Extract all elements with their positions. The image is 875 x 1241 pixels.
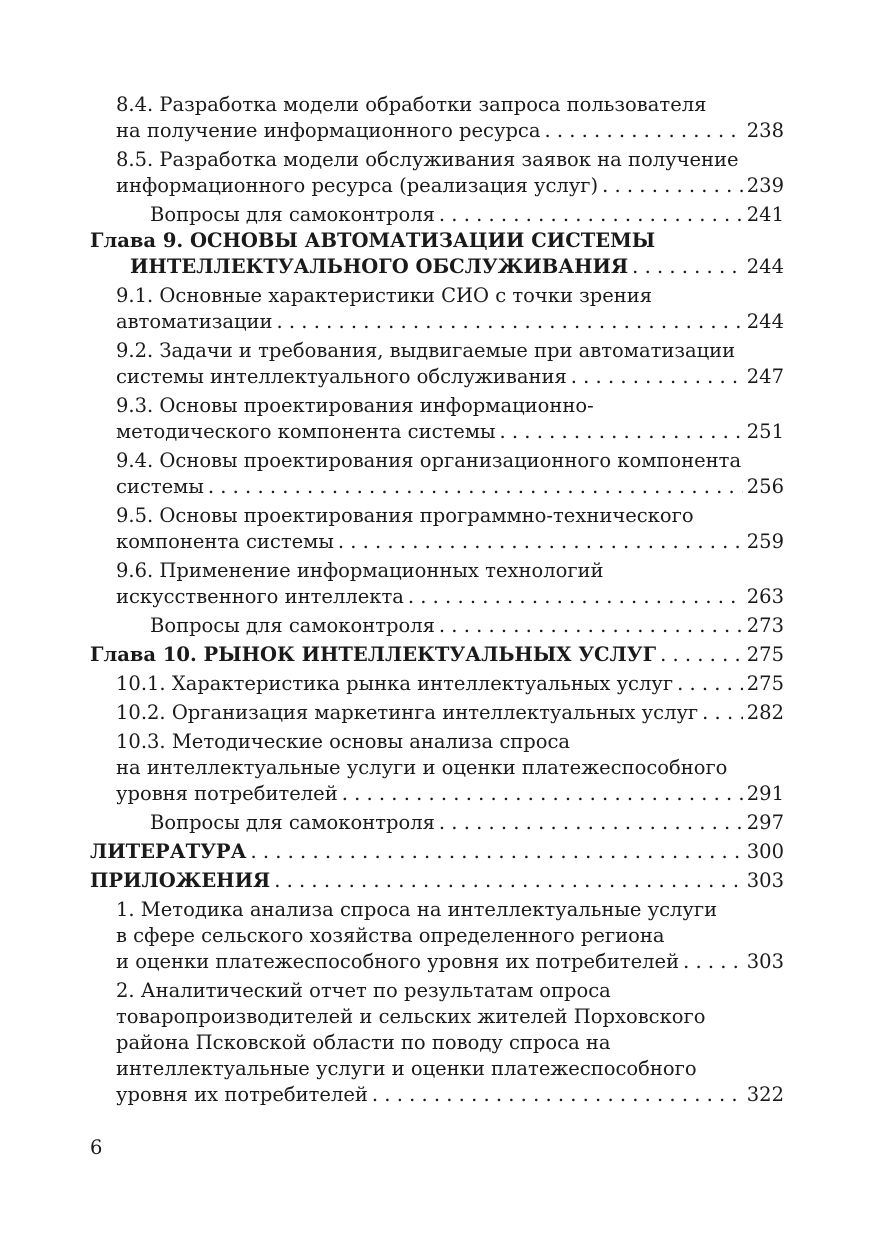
dot-leader [408,584,743,610]
toc-page-number: 275 [746,643,784,666]
toc-entry-title-line: ИНТЕЛЛЕКТУАЛЬНОГО ОБСЛУЖИВАНИЯ [130,255,629,278]
toc-entry[interactable] [90,338,784,390]
toc-chapter-entry[interactable] [90,839,784,865]
toc-chapter-entry[interactable] [90,868,784,894]
dot-leader [571,364,743,390]
toc-entry-title-line: ЛИТЕРАТУРА [90,840,247,863]
toc-entry-title-line: ПРИЛОЖЕНИЯ [90,869,271,892]
toc-entry[interactable] [90,897,784,975]
toc-entry-title-line: 8.5. Разработка модели обслуживания заявок на получение [116,148,739,171]
dot-leader [632,254,743,280]
toc-entry-title-line: информационного ресурса (реализация услуг) [116,174,599,197]
dot-leader [702,700,743,726]
dot-leader [277,309,743,335]
toc-entry-title-line: товаропроизводителей и сельских жителей Порховского [116,1005,706,1028]
toc-page-number: 241 [746,203,784,226]
toc-entry-title-line: 8.4. Разработка модели обработки запроса пользователя [116,93,707,116]
toc-page-number: 300 [746,840,784,863]
toc-entry[interactable] [90,810,784,836]
toc-page-number: 303 [746,950,784,973]
toc-entry[interactable] [90,671,784,697]
toc-entry-title-line: 1. Методика анализа спроса на интеллектуальные услуги [116,898,718,921]
toc-entry[interactable] [90,978,784,1108]
toc-entry-title-line: Вопросы для самоконтроля [150,811,435,834]
toc-chapter-entry[interactable] [90,642,784,668]
toc-entry-title-line: на интеллектуальные услуги и оценки платежеспособного [116,756,728,779]
toc-entry-title-line: в сфере сельского хозяйства определенного региона [116,924,665,947]
toc-entry-title-line: 9.2. Задачи и требования, выдвигаемые при автоматизации [116,339,736,362]
toc-entry-title-line: 10.2. Организация маркетинга интеллектуальных услуг [116,701,699,724]
toc-entry-title-line: системы интеллектуального обслуживания [116,365,567,388]
toc-page-number: 322 [746,1083,784,1106]
toc-entry-title-line: 2. Аналитический отчет по результатам опроса [116,979,611,1002]
toc-entry[interactable] [90,393,784,445]
toc-entry[interactable] [90,283,784,335]
dot-leader [439,202,743,228]
toc-entry[interactable] [90,729,784,807]
toc-page-number: 273 [746,614,784,637]
toc-entry[interactable] [90,147,784,199]
toc-entry[interactable] [90,92,784,144]
toc-entry-title-line: и оценки платежеспособного уровня их потребителей [116,950,680,973]
dot-leader [250,839,742,865]
toc-entry-title-line: 9.4. Основы проектирования организационного компонента [116,449,742,472]
dot-leader [439,810,743,836]
toc-page-number: 244 [746,255,784,278]
dot-leader [683,949,743,975]
toc-entry-title-line: района Псковской области по поводу спроса на [116,1031,611,1054]
dot-leader [602,173,743,199]
toc-page-number: 238 [746,119,784,142]
toc-entry-title-line: Глава 9. ОСНОВЫ АВТОМАТИЗАЦИИ СИСТЕМЫ [90,229,656,252]
toc-entry[interactable] [90,448,784,500]
dot-leader [338,529,743,555]
toc-page-number: 275 [746,672,784,695]
toc-entry-title-line: Глава 10. РЫНОК ИНТЕЛЛЕКТУАЛЬНЫХ УСЛУГ [90,643,657,666]
toc-entry-title-line: 9.1. Основные характеристики СИО с точки зрения [116,284,653,307]
toc-entry-title-line: искусственного интеллекта [116,585,404,608]
toc-entry-title-line: Вопросы для самоконтроля [150,203,435,226]
toc-entry-title-line: уровня потребителей [116,782,338,805]
toc-page-number: 263 [746,585,784,608]
dot-leader [544,118,742,144]
dot-leader [274,868,743,894]
toc-entry-title-line: автоматизации [116,310,273,333]
toc-entry-title-line: интеллектуальные услуги и оценки платежеспособного [116,1057,697,1080]
toc-entry-title-line: уровня их потребителей [116,1083,368,1106]
toc-entry[interactable] [90,202,784,228]
toc-page-number: 239 [746,174,784,197]
toc-page-number: 244 [746,310,784,333]
toc-entry-title-line: Вопросы для самоконтроля [150,614,435,637]
toc-entry[interactable] [90,503,784,555]
toc-entry-title-line: системы [116,475,204,498]
toc-entry-title-line: методического компонента системы [116,420,496,443]
toc-entry-title-line: 10.1. Характеристика рынка интеллектуальных услуг [116,672,674,695]
toc-entry-title-line: на получение информационного ресурса [116,119,541,142]
dot-leader [677,671,743,697]
dot-leader [660,642,743,668]
dot-leader [372,1082,743,1108]
page-number: 6 [90,1136,103,1159]
toc-page-number: 256 [746,475,784,498]
toc-page-number: 303 [746,869,784,892]
dot-leader [342,781,743,807]
dot-leader [208,474,743,500]
toc-page-number: 282 [746,701,784,724]
dot-leader [500,419,743,445]
toc-page-number: 297 [746,811,784,834]
toc-entry[interactable] [90,613,784,639]
table-of-contents [90,92,784,1108]
toc-entry-title-line: 10.3. Методические основы анализа спроса [116,730,571,753]
toc-entry-title-line: компонента системы [116,530,334,553]
toc-entry-title-line: 9.5. Основы проектирования программно-технического [116,504,694,527]
toc-entry-title-line: 9.3. Основы проектирования информационно- [116,394,594,417]
toc-entry[interactable] [90,700,784,726]
toc-page-number: 259 [746,530,784,553]
toc-page-number: 247 [746,365,784,388]
toc-entry[interactable] [90,558,784,610]
toc-page-number: 291 [746,782,784,805]
toc-entry-title-line: 9.6. Применение информационных технологий [116,559,604,582]
dot-leader [439,613,743,639]
toc-chapter-entry[interactable] [90,228,784,280]
toc-page-number: 251 [746,420,784,443]
